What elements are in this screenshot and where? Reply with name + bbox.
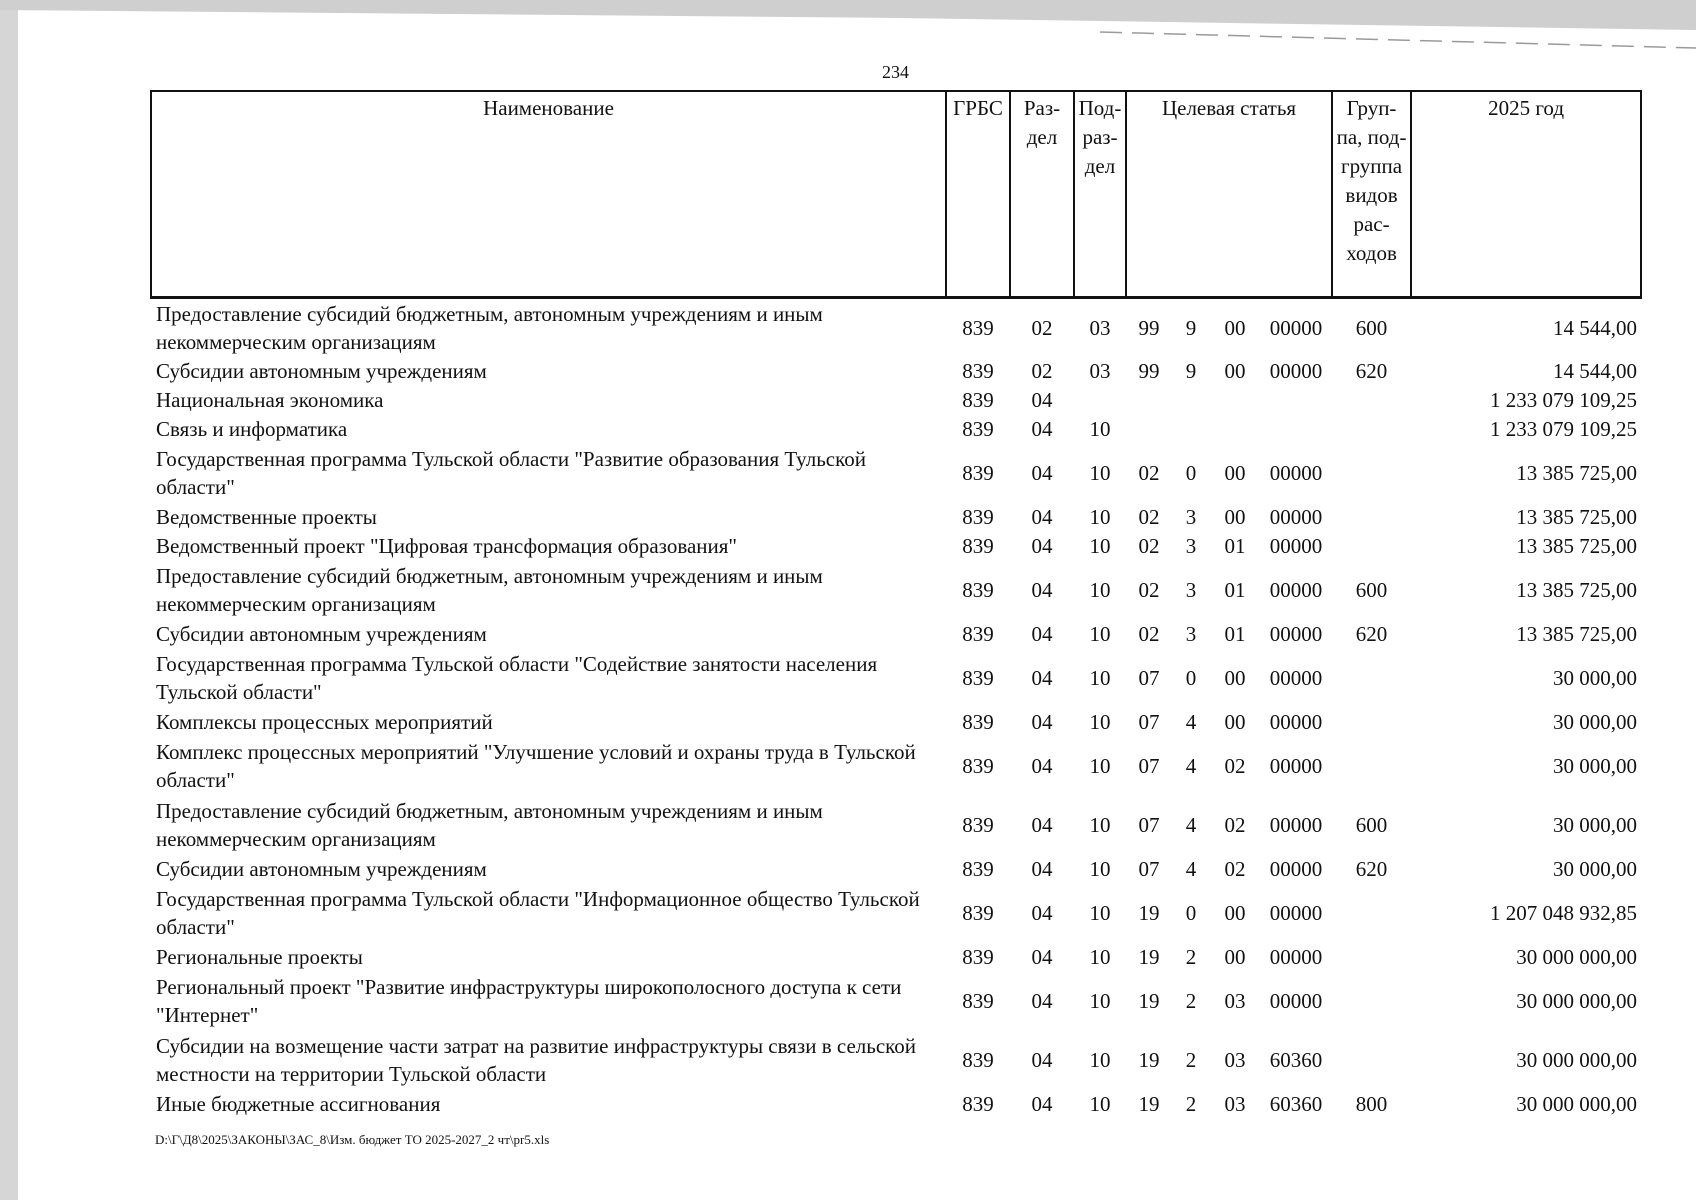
row-expense-group: 600 bbox=[1355, 578, 1388, 602]
table-row bbox=[151, 884, 1641, 943]
row-amount: 30 000 000,00 bbox=[1516, 989, 1638, 1013]
row-podrazdel: 10 bbox=[1089, 945, 1111, 969]
row-grbs: 839 bbox=[962, 813, 994, 837]
row-target-item: 03 bbox=[1224, 1092, 1246, 1116]
table-row bbox=[151, 737, 1641, 796]
row-target-type: 4 bbox=[1185, 857, 1197, 881]
row-target-direction: 00000 bbox=[1269, 315, 1323, 340]
row-podrazdel: 10 bbox=[1089, 901, 1111, 925]
row-name: Комплекс процессных мероприятий "Улучшение условий и охраны труда в Тульской области" bbox=[156, 740, 916, 792]
table-row bbox=[151, 943, 1641, 972]
row-name: Предоставление субсидий бюджетным, автономным учреждениям и иным некоммерческим организациям bbox=[156, 799, 823, 851]
row-amount: 30 000 000,00 bbox=[1516, 1048, 1638, 1072]
table-row bbox=[151, 620, 1641, 649]
row-name: Ведомственный проект "Цифровая трансформация образования" bbox=[156, 534, 737, 558]
row-podrazdel: 03 bbox=[1089, 315, 1111, 340]
row-target-item: 03 bbox=[1224, 989, 1246, 1013]
row-podrazdel: 10 bbox=[1089, 710, 1111, 734]
row-podrazdel: 10 bbox=[1089, 417, 1111, 441]
row-target-direction: 00000 bbox=[1269, 622, 1323, 646]
row-target-item bbox=[1210, 386, 1260, 415]
row-name: Комплексы процессных мероприятий bbox=[156, 710, 493, 734]
row-grbs: 839 bbox=[962, 417, 994, 441]
table-row bbox=[151, 532, 1641, 561]
header-razdel: Раз-дел bbox=[1010, 91, 1074, 298]
row-target-program bbox=[1126, 386, 1172, 415]
row-podrazdel: 03 bbox=[1089, 359, 1111, 383]
row-podrazdel bbox=[1074, 386, 1126, 415]
row-target-type: 0 bbox=[1185, 666, 1197, 690]
row-target-item: 00 bbox=[1224, 359, 1246, 383]
row-grbs: 839 bbox=[962, 1048, 994, 1072]
table-row bbox=[151, 1031, 1641, 1090]
row-name: Предоставление субсидий бюджетным, автономным учреждениям и иным некоммерческим организациям bbox=[156, 564, 823, 616]
row-podrazdel: 10 bbox=[1089, 1048, 1111, 1072]
row-razdel: 04 bbox=[1031, 710, 1053, 734]
row-target-item: 02 bbox=[1224, 754, 1246, 778]
table-row bbox=[151, 298, 1641, 357]
row-target-direction: 00000 bbox=[1269, 578, 1323, 602]
row-target-direction: 00000 bbox=[1269, 534, 1323, 558]
table-row bbox=[151, 972, 1641, 1031]
table-row bbox=[151, 386, 1641, 415]
row-target-direction: 00000 bbox=[1269, 666, 1323, 690]
row-target-direction: 60360 bbox=[1269, 1048, 1323, 1072]
header-year: 2025 год bbox=[1411, 91, 1641, 298]
row-grbs: 839 bbox=[962, 315, 994, 340]
row-razdel: 02 bbox=[1031, 359, 1053, 383]
row-target-item: 03 bbox=[1224, 1048, 1246, 1072]
row-name: Государственная программа Тульской области "Развитие образования Тульской области" bbox=[156, 447, 866, 499]
row-name: Предоставление субсидий бюджетным, автономным учреждениям и иным некоммерческим организациям bbox=[156, 301, 823, 354]
row-amount: 13 385 725,00 bbox=[1516, 622, 1638, 646]
table-row bbox=[151, 649, 1641, 708]
row-grbs: 839 bbox=[962, 388, 994, 412]
row-expense-group bbox=[1332, 943, 1411, 972]
row-target-item: 00 bbox=[1224, 901, 1246, 925]
row-amount: 30 000,00 bbox=[1553, 813, 1638, 837]
header-name: Наименование bbox=[151, 91, 946, 298]
row-target-type: 2 bbox=[1185, 1048, 1197, 1072]
row-target-type: 4 bbox=[1185, 754, 1197, 778]
row-target-program: 07 bbox=[1138, 710, 1160, 734]
row-expense-group bbox=[1332, 532, 1411, 561]
row-expense-group bbox=[1332, 884, 1411, 943]
row-target-item: 01 bbox=[1224, 622, 1246, 646]
row-amount: 13 385 725,00 bbox=[1516, 578, 1638, 602]
row-target-type: 4 bbox=[1185, 813, 1197, 837]
row-name: Иные бюджетные ассигнования bbox=[156, 1092, 441, 1116]
row-target-program: 19 bbox=[1138, 989, 1160, 1013]
row-expense-group: 600 bbox=[1355, 813, 1388, 837]
table-row bbox=[151, 855, 1641, 884]
row-amount: 1 233 079 109,25 bbox=[1490, 417, 1638, 441]
row-amount: 13 385 725,00 bbox=[1516, 505, 1638, 529]
row-target-program: 07 bbox=[1138, 857, 1160, 881]
scan-top-edge bbox=[0, 0, 1696, 30]
table-row bbox=[151, 415, 1641, 444]
row-podrazdel: 10 bbox=[1089, 505, 1111, 529]
row-target-direction: 00000 bbox=[1269, 505, 1323, 529]
row-target-program: 07 bbox=[1138, 813, 1160, 837]
row-target-type: 3 bbox=[1185, 578, 1197, 602]
table-body bbox=[151, 298, 1641, 1119]
row-target-item: 02 bbox=[1224, 857, 1246, 881]
row-amount: 30 000 000,00 bbox=[1516, 1092, 1638, 1116]
page-number: 234 bbox=[882, 62, 909, 82]
row-target-type: 4 bbox=[1185, 710, 1197, 734]
row-expense-group bbox=[1332, 1031, 1411, 1090]
row-target-item: 00 bbox=[1224, 710, 1246, 734]
row-grbs: 839 bbox=[962, 710, 994, 734]
row-target-item: 01 bbox=[1224, 578, 1246, 602]
row-name: Государственная программа Тульской области "Информационное общество Тульской области" bbox=[156, 887, 920, 939]
budget-table bbox=[150, 90, 1642, 1119]
row-amount: 13 385 725,00 bbox=[1516, 534, 1638, 558]
row-grbs: 839 bbox=[962, 666, 994, 690]
row-razdel: 04 bbox=[1031, 666, 1053, 690]
row-podrazdel: 10 bbox=[1089, 534, 1111, 558]
row-target-item bbox=[1210, 415, 1260, 444]
row-name: Государственная программа Тульской области "Содействие занятости населения Тульской области" bbox=[156, 652, 878, 704]
row-expense-group bbox=[1332, 444, 1411, 503]
header-target-article: Целевая статья bbox=[1126, 91, 1332, 298]
row-target-type: 2 bbox=[1185, 989, 1197, 1013]
header-grbs: ГРБС bbox=[946, 91, 1010, 298]
row-target-program: 19 bbox=[1138, 945, 1160, 969]
row-expense-group bbox=[1332, 708, 1411, 737]
row-podrazdel: 10 bbox=[1089, 1092, 1111, 1116]
row-target-program: 99 bbox=[1138, 315, 1160, 340]
header-podrazdel: Под-раз-дел bbox=[1074, 91, 1126, 298]
row-target-type: 3 bbox=[1185, 622, 1197, 646]
row-razdel: 04 bbox=[1031, 505, 1053, 529]
row-amount: 30 000,00 bbox=[1553, 754, 1638, 778]
row-target-direction: 00000 bbox=[1269, 901, 1323, 925]
row-target-direction bbox=[1260, 415, 1332, 444]
row-podrazdel: 10 bbox=[1089, 754, 1111, 778]
table-row bbox=[151, 444, 1641, 503]
row-target-program: 19 bbox=[1138, 901, 1160, 925]
row-expense-group: 620 bbox=[1355, 622, 1388, 646]
row-razdel: 04 bbox=[1031, 857, 1053, 881]
row-target-program: 02 bbox=[1138, 534, 1160, 558]
row-expense-group: 620 bbox=[1355, 359, 1388, 383]
row-target-program: 19 bbox=[1138, 1048, 1160, 1072]
row-expense-group bbox=[1332, 649, 1411, 708]
row-target-item: 00 bbox=[1224, 666, 1246, 690]
row-target-type: 0 bbox=[1185, 461, 1197, 485]
row-expense-group: 600 bbox=[1355, 315, 1388, 340]
row-target-type: 2 bbox=[1185, 945, 1197, 969]
row-target-type bbox=[1172, 415, 1210, 444]
row-expense-group bbox=[1332, 737, 1411, 796]
row-razdel: 04 bbox=[1031, 813, 1053, 837]
header-expense-group: Груп-па, под-группа видов рас-ходов bbox=[1332, 91, 1411, 298]
row-grbs: 839 bbox=[962, 857, 994, 881]
row-podrazdel: 10 bbox=[1089, 666, 1111, 690]
row-name: Национальная экономика bbox=[156, 388, 384, 412]
row-target-program: 07 bbox=[1138, 754, 1160, 778]
row-amount: 30 000 000,00 bbox=[1516, 945, 1638, 969]
row-target-program: 19 bbox=[1138, 1092, 1160, 1116]
row-razdel: 04 bbox=[1031, 754, 1053, 778]
row-name: Связь и информатика bbox=[156, 417, 348, 441]
row-target-item: 00 bbox=[1224, 505, 1246, 529]
row-target-direction: 60360 bbox=[1269, 1092, 1323, 1116]
row-razdel: 04 bbox=[1031, 901, 1053, 925]
row-grbs: 839 bbox=[962, 1092, 994, 1116]
row-target-direction: 00000 bbox=[1269, 359, 1323, 383]
table-row bbox=[151, 357, 1641, 386]
row-razdel: 04 bbox=[1031, 417, 1053, 441]
row-target-type bbox=[1172, 386, 1210, 415]
row-grbs: 839 bbox=[962, 622, 994, 646]
row-name: Ведомственные проекты bbox=[156, 505, 377, 529]
table-row bbox=[151, 561, 1641, 620]
footer-file-path: D:\Г\Д8\2025\ЗАКОНЫ\ЗАС_8\Изм. бюджет ТО 2025-2027_2 чт\pr5.xls bbox=[155, 1132, 550, 1147]
row-podrazdel: 10 bbox=[1089, 989, 1111, 1013]
row-expense-group bbox=[1332, 972, 1411, 1031]
row-podrazdel: 10 bbox=[1089, 461, 1111, 485]
row-target-program: 99 bbox=[1138, 359, 1160, 383]
row-podrazdel: 10 bbox=[1089, 578, 1111, 602]
row-grbs: 839 bbox=[962, 461, 994, 485]
row-target-item: 01 bbox=[1224, 534, 1246, 558]
table-row bbox=[151, 1090, 1641, 1119]
table-row bbox=[151, 796, 1641, 855]
row-amount: 1 207 048 932,85 bbox=[1490, 901, 1638, 925]
row-amount: 30 000,00 bbox=[1553, 666, 1638, 690]
row-target-program: 02 bbox=[1138, 461, 1160, 485]
row-name: Субсидии автономным учреждениям bbox=[156, 359, 487, 383]
row-razdel: 04 bbox=[1031, 622, 1053, 646]
row-amount: 13 385 725,00 bbox=[1516, 461, 1638, 485]
scan-left-edge bbox=[0, 0, 18, 1200]
row-target-direction: 00000 bbox=[1269, 754, 1323, 778]
row-target-type: 3 bbox=[1185, 505, 1197, 529]
row-target-type: 0 bbox=[1185, 901, 1197, 925]
row-expense-group: 620 bbox=[1355, 857, 1388, 881]
row-target-item: 00 bbox=[1224, 945, 1246, 969]
row-target-type: 2 bbox=[1185, 1092, 1197, 1116]
row-razdel: 04 bbox=[1031, 534, 1053, 558]
row-grbs: 839 bbox=[962, 754, 994, 778]
row-name: Субсидии автономным учреждениям bbox=[156, 857, 487, 881]
row-podrazdel: 10 bbox=[1089, 622, 1111, 646]
row-name: Субсидии на возмещение части затрат на развитие инфраструктуры связи в сельской местности на территории Тульской области bbox=[156, 1034, 917, 1086]
row-grbs: 839 bbox=[962, 945, 994, 969]
row-target-program: 07 bbox=[1138, 666, 1160, 690]
row-expense-group bbox=[1332, 386, 1411, 415]
row-amount: 30 000,00 bbox=[1553, 710, 1638, 734]
table-header bbox=[151, 91, 1641, 298]
row-grbs: 839 bbox=[962, 901, 994, 925]
row-razdel: 04 bbox=[1031, 945, 1053, 969]
row-amount: 14 544,00 bbox=[1553, 359, 1638, 383]
row-target-type: 3 bbox=[1185, 534, 1197, 558]
row-target-direction: 00000 bbox=[1269, 945, 1323, 969]
row-grbs: 839 bbox=[962, 359, 994, 383]
row-razdel: 04 bbox=[1031, 989, 1053, 1013]
row-amount: 30 000,00 bbox=[1553, 857, 1638, 881]
row-name: Региональный проект "Развитие инфраструктуры широкополосного доступа к сети "Интернет" bbox=[156, 975, 902, 1027]
row-razdel: 04 bbox=[1031, 1048, 1053, 1072]
row-podrazdel: 10 bbox=[1089, 857, 1111, 881]
row-podrazdel: 10 bbox=[1089, 813, 1111, 837]
row-razdel: 04 bbox=[1031, 461, 1053, 485]
row-target-program: 02 bbox=[1138, 505, 1160, 529]
row-name: Субсидии автономным учреждениям bbox=[156, 622, 487, 646]
row-amount: 14 544,00 bbox=[1553, 315, 1638, 340]
row-target-direction: 00000 bbox=[1269, 857, 1323, 881]
table-row bbox=[151, 708, 1641, 737]
row-target-program bbox=[1126, 415, 1172, 444]
row-grbs: 839 bbox=[962, 578, 994, 602]
row-grbs: 839 bbox=[962, 989, 994, 1013]
table-row bbox=[151, 503, 1641, 532]
scan-dashed-line bbox=[1100, 32, 1696, 48]
row-target-direction: 00000 bbox=[1269, 461, 1323, 485]
row-razdel: 04 bbox=[1031, 578, 1053, 602]
row-target-item: 00 bbox=[1224, 461, 1246, 485]
row-target-direction: 00000 bbox=[1269, 710, 1323, 734]
row-expense-group bbox=[1332, 503, 1411, 532]
row-target-item: 02 bbox=[1224, 813, 1246, 837]
row-amount: 1 233 079 109,25 bbox=[1490, 388, 1638, 412]
row-razdel: 04 bbox=[1031, 388, 1053, 412]
row-grbs: 839 bbox=[962, 534, 994, 558]
row-target-type: 9 bbox=[1185, 359, 1197, 383]
row-expense-group: 800 bbox=[1355, 1092, 1388, 1116]
row-target-item: 00 bbox=[1224, 315, 1246, 340]
row-target-direction: 00000 bbox=[1269, 989, 1323, 1013]
row-grbs: 839 bbox=[962, 505, 994, 529]
row-target-type: 9 bbox=[1185, 315, 1197, 340]
row-razdel: 04 bbox=[1031, 1092, 1053, 1116]
row-target-direction: 00000 bbox=[1269, 813, 1323, 837]
row-name: Региональные проекты bbox=[156, 945, 363, 969]
row-target-direction bbox=[1260, 386, 1332, 415]
row-expense-group bbox=[1332, 415, 1411, 444]
row-target-program: 02 bbox=[1138, 622, 1160, 646]
row-razdel: 02 bbox=[1031, 315, 1053, 340]
row-target-program: 02 bbox=[1138, 578, 1160, 602]
